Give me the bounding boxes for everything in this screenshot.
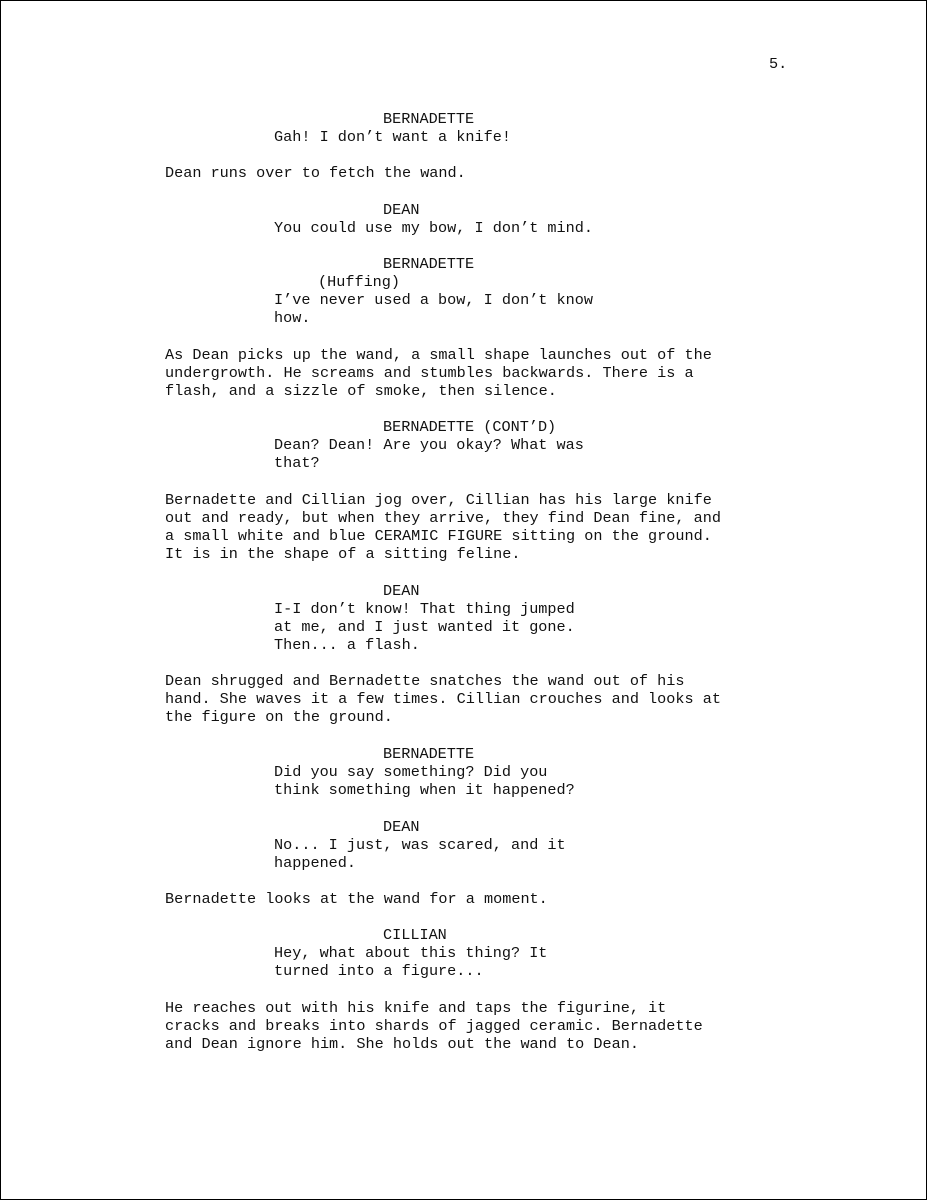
character-cue: DEAN (383, 818, 420, 836)
dialogue-line: Then... a flash. (274, 636, 420, 654)
action-line: out and ready, but when they arrive, they find Dean fine, and (165, 509, 721, 527)
action-line: As Dean picks up the wand, a small shape launches out of the (165, 346, 712, 364)
parenthetical: (Huffing) (318, 273, 401, 291)
character-cue: BERNADETTE (383, 745, 475, 763)
character-cue: BERNADETTE (CONT’D) (383, 418, 557, 436)
dialogue-line: Hey, what about this thing? It (274, 944, 548, 962)
action-line: cracks and breaks into shards of jagged ceramic. Bernadette (165, 1017, 703, 1035)
action-line: the figure on the ground. (165, 708, 393, 726)
dialogue-line: I-I don’t know! That thing jumped (274, 600, 575, 618)
dialogue-line: No... I just, was scared, and it (274, 836, 566, 854)
action-line: It is in the shape of a sitting feline. (165, 545, 521, 563)
dialogue-line: I’ve never used a bow, I don’t know (274, 291, 593, 309)
dialogue-line: think something when it happened? (274, 781, 575, 799)
character-cue: BERNADETTE (383, 255, 475, 273)
character-cue: DEAN (383, 201, 420, 219)
dialogue-line: Dean? Dean! Are you okay? What was (274, 436, 584, 454)
dialogue-line: Gah! I don’t want a knife! (274, 128, 511, 146)
action-line: hand. She waves it a few times. Cillian crouches and looks at (165, 690, 721, 708)
action-line: Dean runs over to fetch the wand. (165, 164, 466, 182)
page-number: 5. (769, 55, 788, 73)
dialogue-line: how. (274, 309, 311, 327)
dialogue-line: turned into a figure... (274, 962, 484, 980)
dialogue-line: You could use my bow, I don’t mind. (274, 219, 593, 237)
character-cue: BERNADETTE (383, 110, 475, 128)
action-line: and Dean ignore him. She holds out the wand to Dean. (165, 1035, 639, 1053)
action-line: He reaches out with his knife and taps the figurine, it (165, 999, 667, 1017)
action-line: a small white and blue CERAMIC FIGURE sitting on the ground. (165, 527, 712, 545)
dialogue-line: that? (274, 454, 320, 472)
action-line: Dean shrugged and Bernadette snatches the wand out of his (165, 672, 685, 690)
character-cue: DEAN (383, 582, 420, 600)
dialogue-line: Did you say something? Did you (274, 763, 548, 781)
dialogue-line: at me, and I just wanted it gone. (274, 618, 575, 636)
action-line: Bernadette looks at the wand for a moment. (165, 890, 548, 908)
character-cue: CILLIAN (383, 926, 447, 944)
action-line: flash, and a sizzle of smoke, then silence. (165, 382, 557, 400)
action-line: undergrowth. He screams and stumbles backwards. There is a (165, 364, 694, 382)
dialogue-line: happened. (274, 854, 357, 872)
action-line: Bernadette and Cillian jog over, Cillian has his large knife (165, 491, 712, 509)
